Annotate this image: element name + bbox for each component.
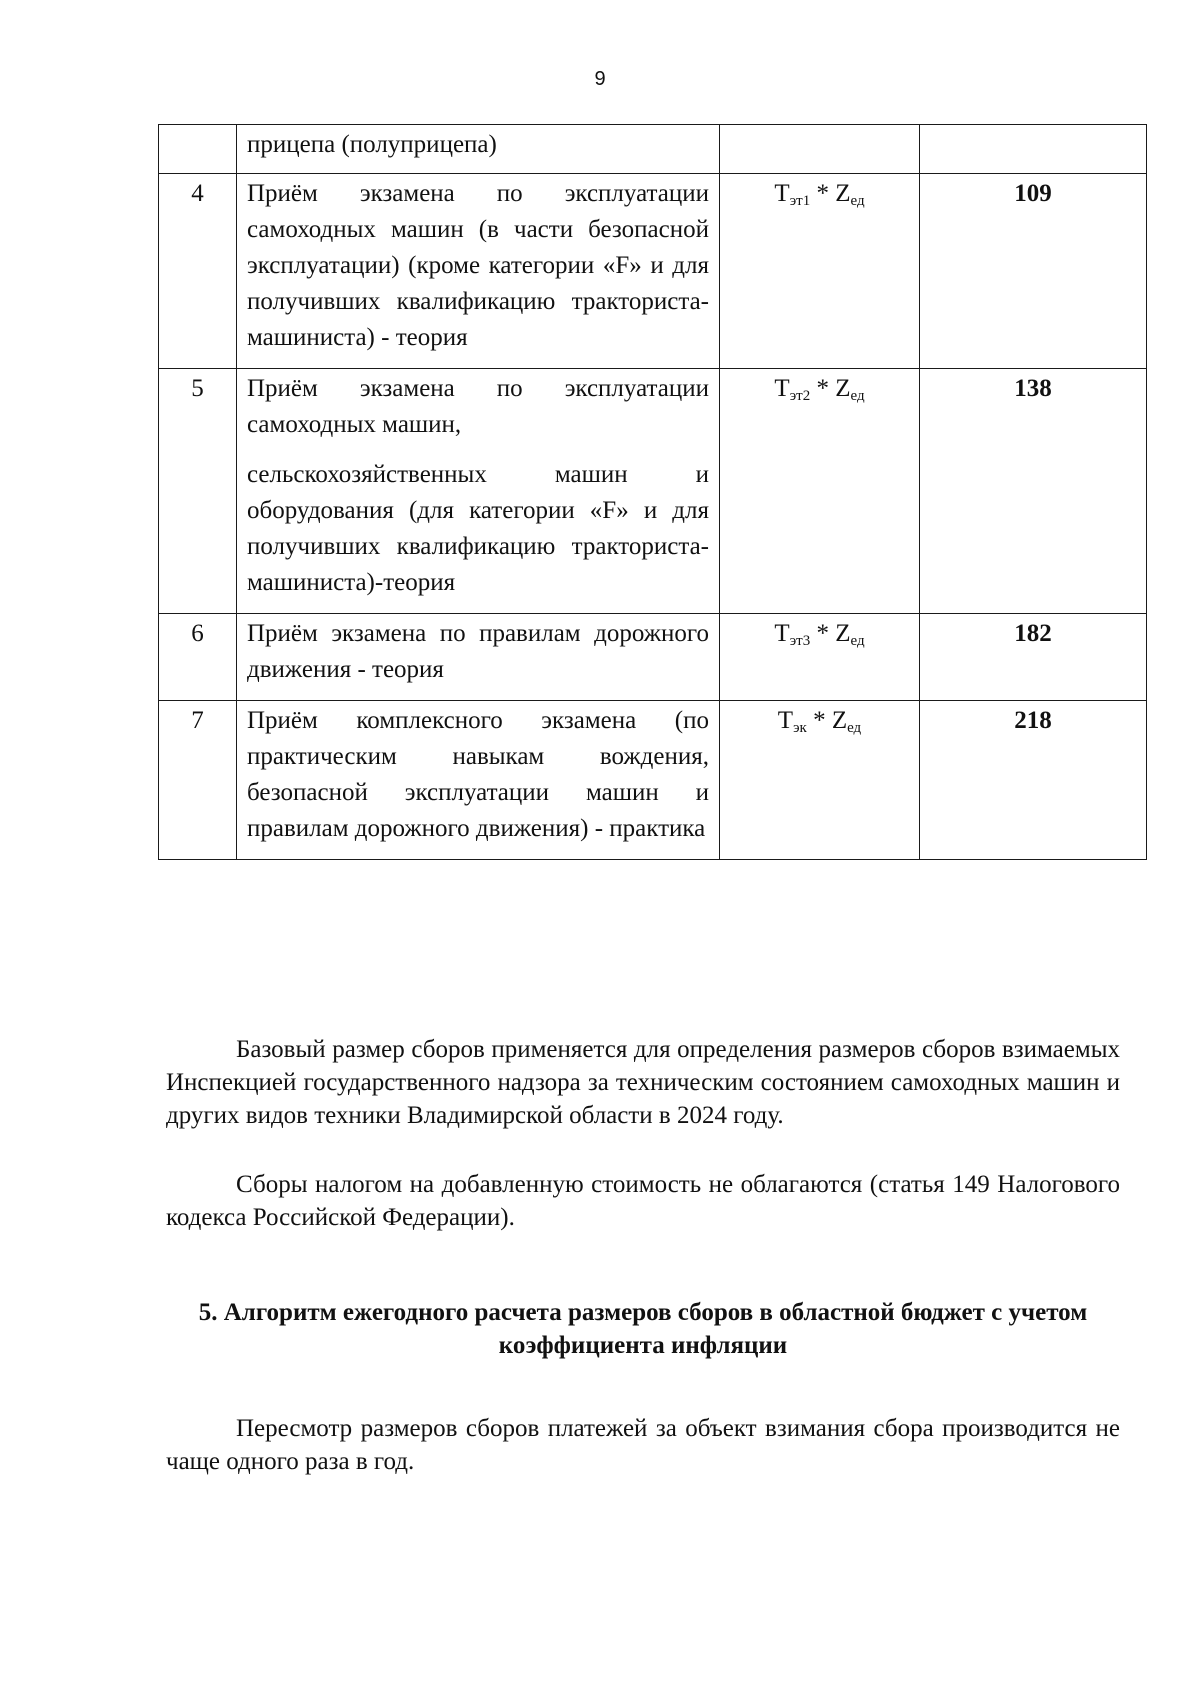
formula-z-subscript: ед <box>850 633 865 649</box>
row-value <box>920 125 1147 174</box>
table-row <box>159 174 1147 369</box>
formula-z-subscript: ед <box>847 720 862 736</box>
table-row-continuation <box>159 125 1147 174</box>
paragraph-vat: Сборы налогом на добавленную стоимость не облагаются (статья 149 Налогового кодекса Российской Федерации). <box>166 1171 1120 1231</box>
formula-t-subscript: эт2 <box>789 388 811 404</box>
formula-operator: * <box>810 375 836 402</box>
row-description <box>237 701 720 860</box>
row-formula <box>720 174 920 369</box>
formula-z-symbol: Z <box>835 375 851 402</box>
paragraph-base-fee: Базовый размер сборов применяется для определения размеров сборов взимаемых Инспекцией государственного надзора за техническим состоянием самоходных машин и других видов техники Владимирской области в 2024 году. <box>166 1036 1120 1129</box>
row-description-part: Приём комплексного экзамена (по практическим навыкам вождения, безопасной эксплуатации машин и правилам дорожного движения) - практика <box>247 707 709 842</box>
row-value: 182 <box>920 614 1147 701</box>
formula-t-subscript: эк <box>793 720 807 736</box>
formula-t-symbol: Т <box>774 620 790 647</box>
row-description <box>237 614 720 701</box>
formula-z-symbol: Z <box>835 180 851 207</box>
row-number: 7 <box>159 701 237 860</box>
section-heading: 5. Алгоритм ежегодного расчета размеров сборов в областной бюджет с учетом коэффициента инфляции <box>198 1299 1088 1359</box>
fee-table <box>158 124 1147 860</box>
formula-t-subscript: эт3 <box>789 633 811 649</box>
paragraph-revision: Пересмотр размеров сборов платежей за объект взимания сбора производится не чаще одного раза в год. <box>166 1415 1120 1475</box>
fee-table-body <box>159 125 1147 860</box>
formula-operator: * <box>806 707 832 734</box>
table-row <box>159 369 1147 614</box>
row-number: 4 <box>159 174 237 369</box>
row-description-part: Приём экзамена по эксплуатации самоходных машин, <box>247 375 709 438</box>
row-formula <box>720 369 920 614</box>
row-description-part: Приём экзамена по правилам дорожного движения - теория <box>247 620 709 683</box>
row-formula <box>720 614 920 701</box>
formula-t-subscript: эт1 <box>789 193 811 209</box>
row-description <box>237 174 720 369</box>
table-row <box>159 614 1147 701</box>
table-row <box>159 701 1147 860</box>
formula-t-symbol: Т <box>777 707 794 734</box>
formula-z-symbol: Z <box>835 620 851 647</box>
row-description <box>237 369 720 614</box>
row-description-part: сельскохозяйственных машин и оборудования (для категории «F» и для получивших квалификацию тракториста-машиниста)-теория <box>247 461 709 596</box>
formula-z-subscript: ед <box>850 193 865 209</box>
row-formula <box>720 125 920 174</box>
formula-t-symbol: Т <box>774 180 790 207</box>
row-value: 218 <box>920 701 1147 860</box>
row-number: 5 <box>159 369 237 614</box>
formula-operator: * <box>810 620 836 647</box>
row-value: 138 <box>920 369 1147 614</box>
formula-z-symbol: Z <box>831 707 848 734</box>
page-number: 9 <box>594 68 606 90</box>
row-number <box>159 125 237 174</box>
row-description: прицепа (полуприцепа) <box>237 125 720 174</box>
row-value: 109 <box>920 174 1147 369</box>
row-number: 6 <box>159 614 237 701</box>
row-description-part: Приём экзамена по эксплуатации самоходных машин (в части безопасной эксплуатации) (кроме категории «F» и для получивших квалификацию тракториста-машиниста) - теория <box>247 180 709 351</box>
formula-t-symbol: Т <box>774 375 790 402</box>
formula-operator: * <box>810 180 836 207</box>
row-formula <box>720 701 920 860</box>
formula-z-subscript: ед <box>850 388 865 404</box>
